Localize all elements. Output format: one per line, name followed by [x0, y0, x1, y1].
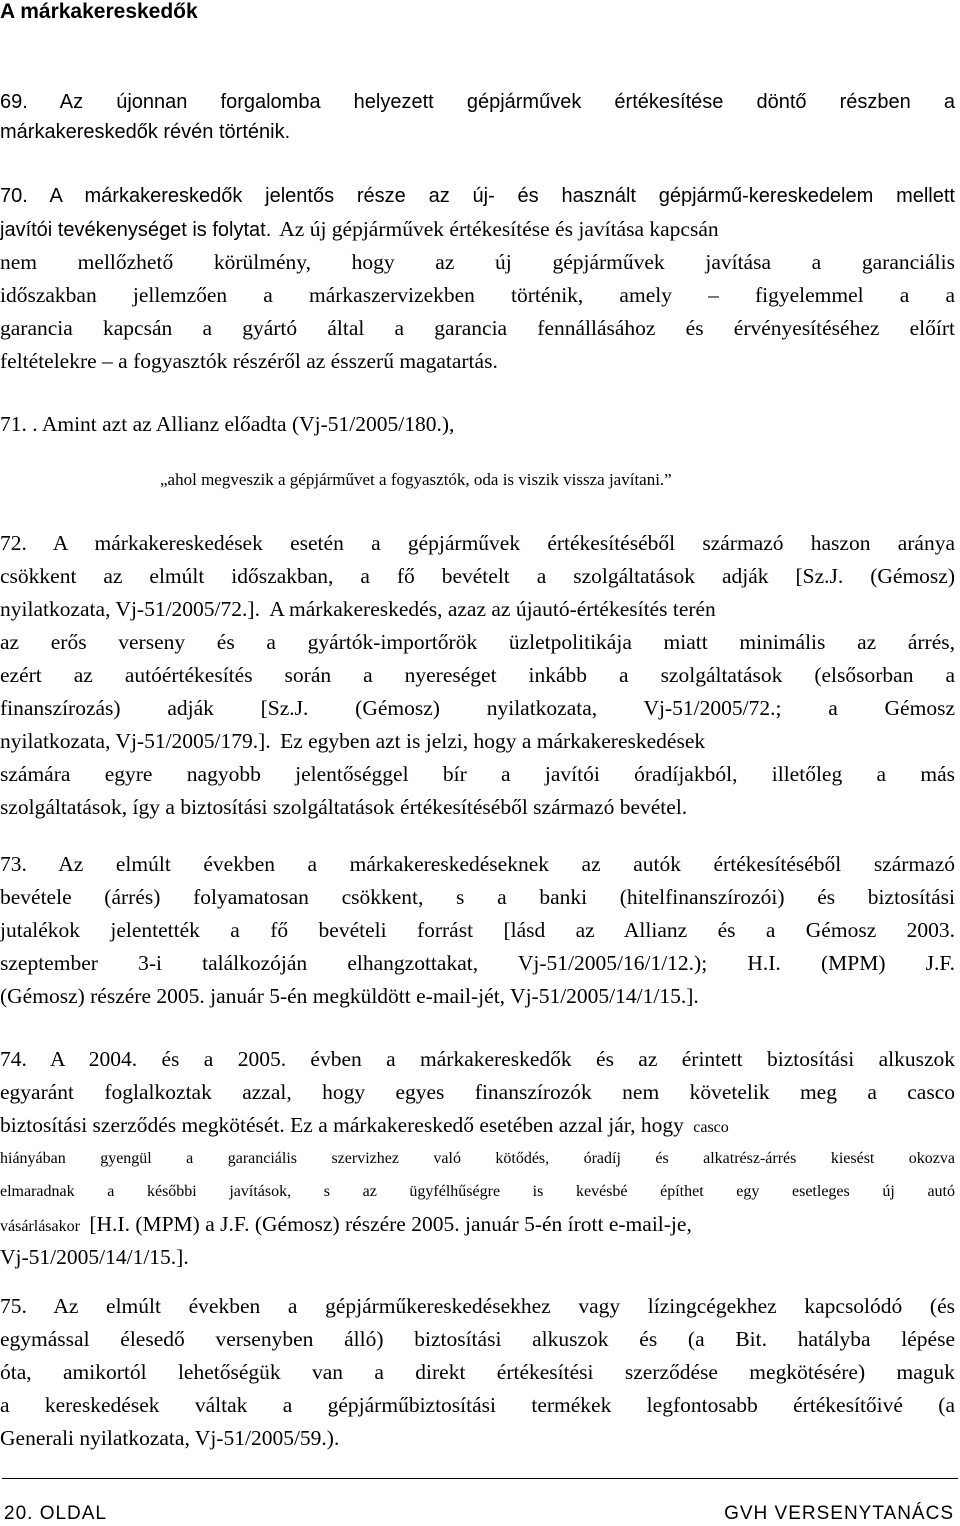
paragraph-line — [0, 593, 955, 626]
paragraph-text: Az új gépjárművek értékesítése és javítása kapcsán — [279, 217, 719, 241]
paragraph-line: 71. . Amint azt az Allianz előadta (Vj-51/2005/180.), — [0, 412, 455, 436]
paragraph-line: (Gémosz) részére 2005. január 5-én megküldött e-mail-jét, Vj-51/2005/14/1/15.]. — [0, 984, 699, 1008]
paragraph-line: Vj-51/2005/14/1/15.]. — [0, 1245, 189, 1269]
paragraph-line — [0, 213, 955, 246]
paragraph-line: 72. A márkakereskedések esetén a gépjárművek értékesítéséből származó haszon aránya — [0, 531, 955, 555]
paragraph-line: az erős verseny és a gyártók-importőrök üzletpolitikája miatt minimális az árrés, — [0, 630, 955, 654]
paragraph-line: szeptember 3-i találkozóján elhangzottakat, Vj-51/2005/16/1/12.); H.I. (MPM) J.F. — [0, 951, 955, 975]
paragraph-text: biztosítási szerződés megkötését. Ez a márkakereskedő esetében azzal jár, hogy — [0, 1113, 684, 1137]
paragraph-line: a kereskedések váltak a gépjárműbiztosítási termékek legfontosabb értékesítőivé (a — [0, 1393, 955, 1417]
paragraph-line — [0, 725, 955, 758]
paragraph-line: finanszírozás) adják [Sz.J. (Gémosz) nyilatkozata, Vj-51/2005/72.; a Gémosz — [0, 696, 955, 720]
paragraph-line — [0, 1208, 955, 1241]
paragraph-line: feltételekre – a fogyasztók részéről az ésszerű magatartás. — [0, 349, 498, 373]
paragraph-text: Ez egyben azt is jelzi, hogy a márkakereskedések — [280, 729, 706, 753]
paragraph-text: casco — [693, 1119, 729, 1136]
footer-divider — [2, 1478, 958, 1479]
paragraph-line: 74. A 2004. és a 2005. évben a márkakereskedők és az érintett biztosítási alkuszok — [0, 1047, 955, 1071]
paragraph-text: vásárlásakor — [0, 1218, 80, 1235]
quotation: „ahol megveszik a gépjárművet a fogyasztók, oda is viszik vissza javítani.” — [160, 470, 672, 489]
paragraph-line: márkakereskedők révén történik. — [0, 121, 291, 143]
paragraph-line: 70. A márkakereskedők jelentős része az új- és használt gépjármű-kereskedelem mellett — [0, 185, 955, 207]
paragraph-line: 69. Az újonnan forgalomba helyezett gépjárművek értékesítése döntő részben a — [0, 91, 955, 113]
paragraph-line: garancia kapcsán a gyártó által a garancia fennállásához és érvényesítéséhez előírt — [0, 316, 955, 340]
paragraph-line: egymással élesedő versenyben álló) biztosítási alkuszok és (a Bit. hatályba lépése — [0, 1327, 955, 1351]
paragraph-line: jutalékok jelentették a fő bevételi forrást [lásd az Allianz és a Gémosz 2003. — [0, 918, 955, 942]
footer-page-number: 20. OLDAL — [4, 1503, 107, 1524]
paragraph-line: Generali nyilatkozata, Vj-51/2005/59.). — [0, 1426, 340, 1450]
paragraph-line: elmaradnak a későbbi javítások, s az ügyfélhűségre is kevésbé építhet egy esetleges új autó — [0, 1183, 955, 1200]
paragraph-line: számára egyre nagyobb jelentőséggel bír a javítói óradíjakból, illetőleg a más — [0, 762, 955, 786]
paragraph-line: ezért az autóértékesítés során a nyereséget inkább a szolgáltatások (elsősorban a — [0, 663, 955, 687]
paragraph-text: A márkakereskedés, azaz az újautó-értékesítés terén — [269, 597, 716, 621]
paragraph-line — [0, 1109, 955, 1142]
paragraph-line: 75. Az elmúlt években a gépjárműkereskedésekhez vagy lízingcégekhez kapcsolódó (és — [0, 1294, 955, 1318]
paragraph-line: nem mellőzhető körülmény, hogy az új gépjárművek javítása a garanciális — [0, 250, 955, 274]
paragraph-text: nyilatkozata, Vj-51/2005/179.]. — [0, 729, 271, 753]
paragraph-line: egyaránt foglalkoztak azzal, hogy egyes finanszírozók nem követelik meg a casco — [0, 1080, 955, 1104]
paragraph-line: időszakban jellemzően a márkaszervizekben történik, amely – figyelemmel a a — [0, 283, 955, 307]
paragraph-line: óta, amikortól lehetőségük van a direkt értékesítési szerződése megkötésére) maguk — [0, 1360, 955, 1384]
paragraph-line: 73. Az elmúlt években a márkakereskedéseknek az autók értékesítéséből származó — [0, 852, 955, 876]
paragraph-text: javítói tevékenységet is folytat. — [0, 219, 272, 241]
paragraph-line: szolgáltatások, így a biztosítási szolgáltatások értékesítéséből származó bevétel. — [0, 795, 688, 819]
paragraph-line: bevétele (árrés) folyamatosan csökkent, s a banki (hitelfinanszírozói) és biztosítási — [0, 885, 955, 909]
paragraph-line: hiányában gyengül a garanciális szervizhez való kötődés, óradíj és alkatrész-árrés kiesést okozva — [0, 1150, 955, 1167]
section-heading: A márkakereskedők — [0, 0, 198, 23]
paragraph-text: nyilatkozata, Vj-51/2005/72.]. — [0, 597, 260, 621]
paragraph-line: csökkent az elmúlt időszakban, a fő bevételt a szolgáltatások adják [Sz.J. (Gémosz) — [0, 564, 955, 588]
footer-organization: GVH VERSENYTANÁCS — [724, 1503, 954, 1524]
paragraph-text: [H.I. (MPM) a J.F. (Gémosz) részére 2005. január 5-én írott e-mail-je, — [89, 1212, 692, 1236]
